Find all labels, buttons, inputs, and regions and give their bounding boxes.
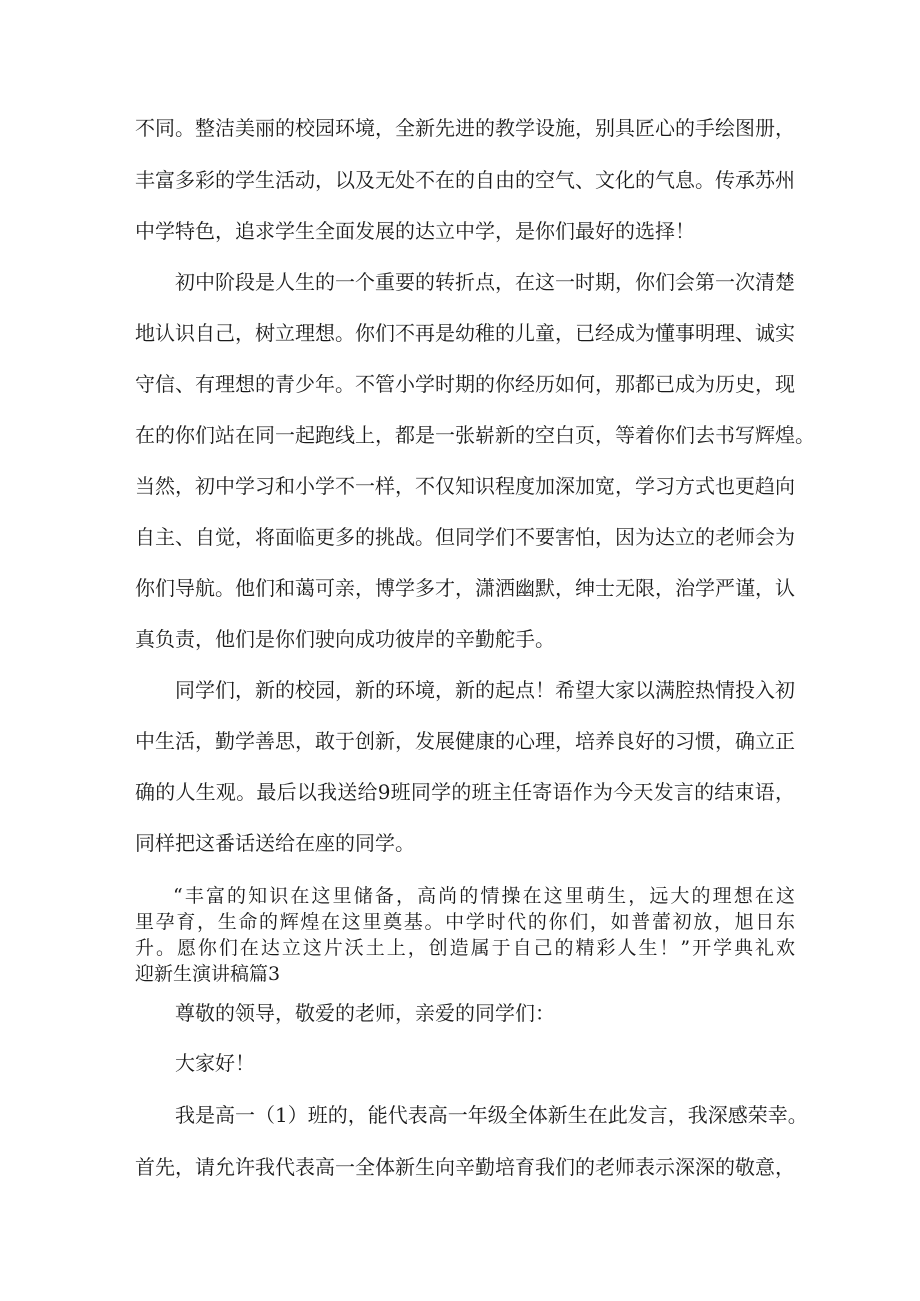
paragraph-line: 不同。整洁美丽的校园环境，全新先进的教学设施，别具匠心的手绘图册， xyxy=(135,116,795,140)
paragraph-line: 自主、自觉，将面临更多的挑战。但同学们不要害怕，因为达立的老师会为 xyxy=(135,525,795,549)
paragraph-line: 你们导航。他们和蔼可亲，博学多才，潇洒幽默，绅士无限，治学严谨，认 xyxy=(135,576,795,600)
paragraph-line: 在的你们站在同一起跑线上，都是一张崭新的空白页，等着你们去书写辉煌。 xyxy=(135,423,815,447)
paragraph-line: 确的人生观。最后以我送给9班同学的班主任寄语作为今天发言的结束语， xyxy=(135,780,795,804)
paragraph-line: 中学特色，追求学生全面发展的达立中学，是你们最好的选择！ xyxy=(135,219,695,243)
paragraph-line: 真负责，他们是你们驶向成功彼岸的辛勤舵手。 xyxy=(135,627,555,651)
quote-line: 里孕育，生命的辉煌在这里奠基。中学时代的你们，如普蕾初放，旭日东 xyxy=(135,911,795,933)
paragraph-line: 首先，请允许我代表高一全体新生向辛勤培育我们的老师表示深深的敬意， xyxy=(135,1155,795,1179)
paragraph-line: 同学们，新的校园，新的环境，新的起点！希望大家以满腔热情投入初 xyxy=(175,678,795,702)
paragraph-line: 中生活，勤学善思，敢于创新，发展健康的心理，培养良好的习惯，确立正 xyxy=(135,729,795,753)
paragraph-line: 丰富多彩的学生活动，以及无处不在的自由的空气、文化的气息。传承苏州 xyxy=(135,168,795,192)
quote-line: 升。愿你们在达立这片沃土上，创造属于自己的精彩人生！”开学典礼欢 xyxy=(135,937,795,959)
paragraph-line: 地认识自己，树立理想。你们不再是幼稚的儿童，已经成为懂事明理、诚实 xyxy=(135,321,795,345)
quote-line: “丰富的知识在这里储备，高尚的情操在这里萌生，远大的理想在这 xyxy=(173,885,795,907)
paragraph-line: 我是高一（1）班的，能代表高一年级全体新生在此发言，我深感荣幸。 xyxy=(175,1103,808,1127)
greeting: 大家好！ xyxy=(175,1051,255,1075)
paragraph-line: 同样把这番话送给在座的同学。 xyxy=(135,831,415,855)
paragraph-line: 守信、有理想的青少年。不管小学时期的你经历如何，那都已成为历史，现 xyxy=(135,372,795,396)
quote-line: 迎新生演讲稿篇3 xyxy=(135,963,281,985)
paragraph-line: 当然，初中学习和小学不一样，不仅知识程度加深加宽，学习方式也更趋向 xyxy=(135,474,795,498)
paragraph-line: 初中阶段是人生的一个重要的转折点，在这一时期，你们会第一次清楚 xyxy=(175,270,795,294)
salutation: 尊敬的领导，敬爱的老师，亲爱的同学们： xyxy=(175,1001,555,1025)
